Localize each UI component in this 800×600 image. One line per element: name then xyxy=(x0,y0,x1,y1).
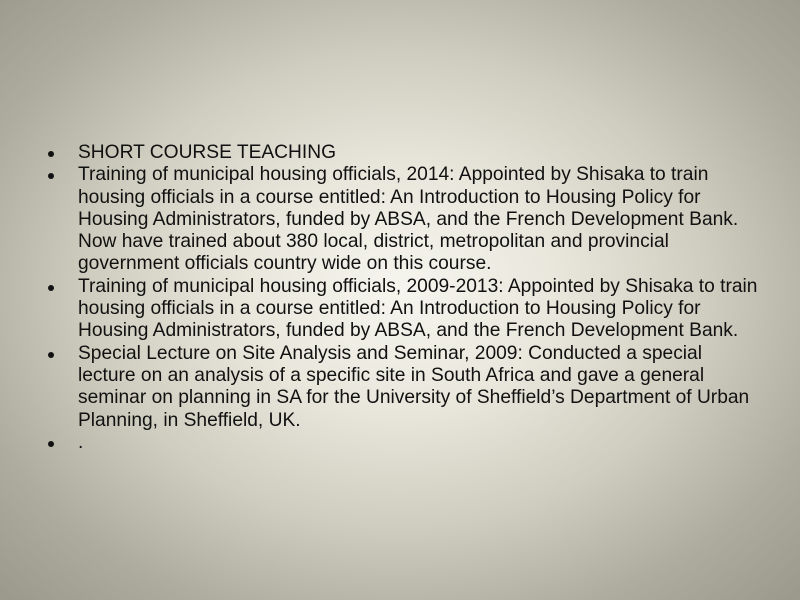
bullet-item-special-lecture xyxy=(48,343,763,432)
bullet-text: Training of municipal housing officials, 2009-2013: Appointed by Shisaka to train housing officials in a course entitled: An Introduction to Housing Policy for Housing Administrators, funded by ABSA, and the French Development Bank. xyxy=(78,275,758,342)
bullet-text: SHORT COURSE TEACHING xyxy=(78,142,337,163)
bullet-point-icon xyxy=(48,173,54,179)
bullet-point-icon xyxy=(48,285,54,291)
bullet-text: Training of municipal housing officials, 2014: Appointed by Shisaka to train housing officials in a course entitled: An Introduction to Housing Policy for Housing Administrators, funded by ABSA, and the French Development Bank. Now have trained about 380 local, district, metropolitan and provincial government officials country wide on this course. xyxy=(78,164,739,275)
bullet-item-training-2014 xyxy=(48,164,763,275)
bullet-point-icon xyxy=(48,352,54,358)
bullet-point-icon xyxy=(48,441,54,447)
bullet-item-training-2009-2013 xyxy=(48,276,763,343)
bullet-text: . xyxy=(78,431,84,453)
bullet-text: Special Lecture on Site Analysis and Seminar, 2009: Conducted a special lecture on an analysis of a specific site in South Africa and gave a general seminar on planning in SA for the University of Sheffield’s Department of Urban Planning, in Sheffield, UK. xyxy=(78,342,750,431)
bullet-list xyxy=(48,142,763,454)
bullet-item-period xyxy=(48,432,763,454)
bullet-point-icon xyxy=(48,151,54,157)
bullet-item-heading xyxy=(48,142,763,164)
